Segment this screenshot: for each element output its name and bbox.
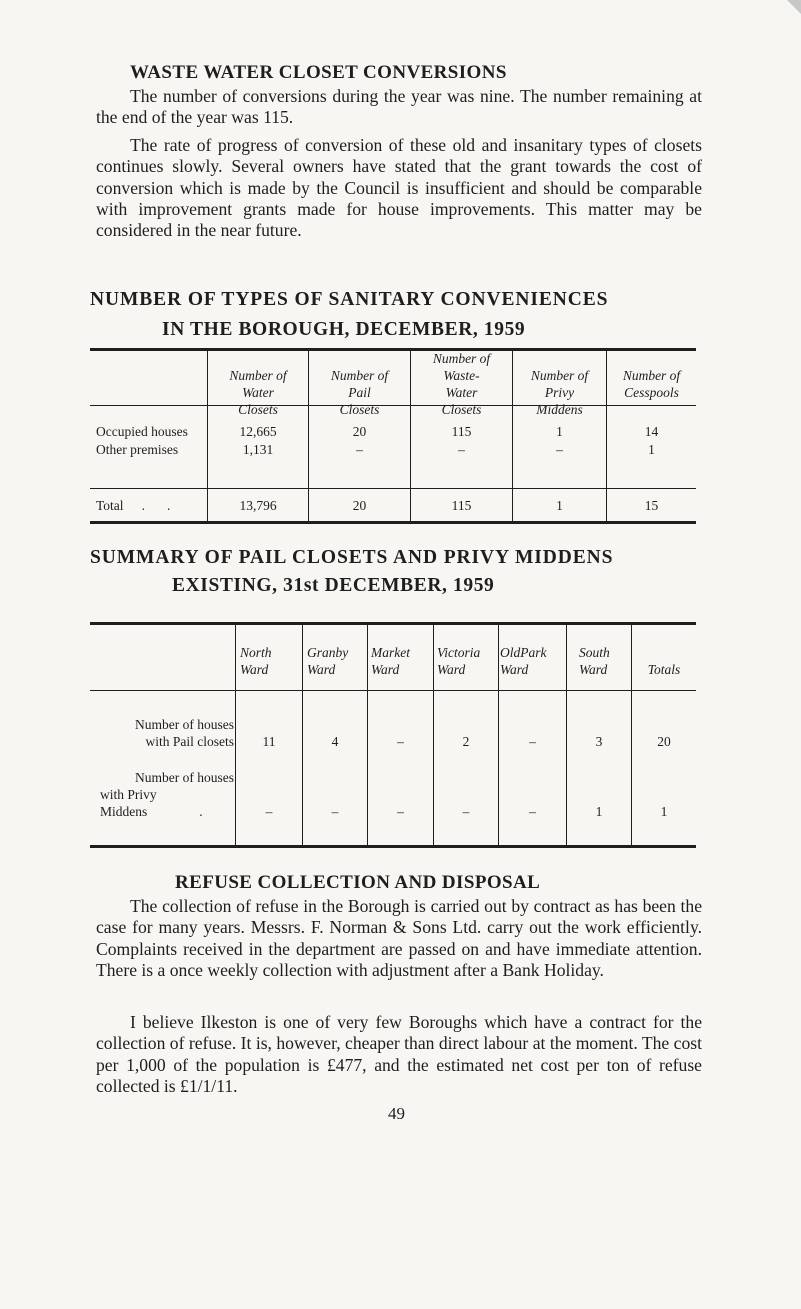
table2-row-label-pail-closets: Number of houses with Pail closets [135, 717, 234, 749]
table2-heading-line1: SUMMARY OF PAIL CLOSETS AND PRIVY MIDDENS [90, 547, 614, 568]
section-heading-refuse: REFUSE COLLECTION AND DISPOSAL [175, 872, 541, 893]
table1-heading-line1: NUMBER OF TYPES OF SANITARY CONVENIENCES [90, 289, 609, 310]
table1-cell: 12,665 [239, 424, 277, 439]
table2-cell: 1 [660, 804, 668, 819]
table1-cell: 115 [451, 424, 472, 439]
paragraph-progress: The rate of progress of conversion of these old and insanitary types of closets continues slowly. Several owners have stated that the grant towards the cost of conversion which is made by the Council is insufficient and should be comparable with improvement grants made for house improvements. This matter may be considered in the near future. [96, 135, 702, 241]
table2-col-header-granby-ward: Granby Ward [307, 645, 349, 677]
table1-cell: 20 [352, 424, 367, 439]
table2-cell: – [265, 804, 273, 819]
table1-total-cell: 13,796 [239, 498, 277, 513]
table1-col-header-cesspools: Number of Cesspools [622, 368, 681, 400]
table1-col-header-water-closets: Number of Water Closets [229, 368, 287, 417]
table2-cell: 4 [331, 734, 339, 749]
table2-row-label-privy-middens: Number of houses with Privy Middens . [100, 770, 234, 819]
table1-col-header-pail-closets: Number of Pail Closets [330, 368, 389, 417]
table1-total-cell: 20 [352, 498, 367, 513]
table1-cell: 1 [556, 424, 563, 439]
table1-heading-line2: IN THE BOROUGH, DECEMBER, 1959 [162, 319, 526, 340]
table1-row-label-total: Total . . [96, 498, 171, 513]
table1-cell: – [556, 442, 563, 457]
table2-header-rule [90, 690, 696, 691]
table2-cell: – [397, 804, 404, 819]
table1-row-label-other-premises: Other premises [96, 442, 179, 457]
table2-cell: 3 [595, 734, 603, 749]
table2-col-header-south-ward: South Ward [579, 645, 610, 677]
table2-cell: – [331, 804, 339, 819]
table2-col-header-market-ward: Market Ward [371, 645, 410, 677]
table1-cell: – [356, 442, 363, 457]
table2-col-header-oldpark-ward: OldPark Ward [500, 645, 547, 677]
table1-total-cell: 15 [644, 498, 659, 513]
table1-cell: 1,131 [242, 442, 274, 457]
table1-total-cell: 115 [451, 498, 472, 513]
table2-cell: – [462, 804, 470, 819]
table2-col-header-north-ward: North Ward [240, 645, 272, 677]
table1-row-label-occupied-houses: Occupied houses [96, 424, 188, 439]
table2-cell: – [529, 734, 536, 749]
section-heading-waste-water: WASTE WATER CLOSET CONVERSIONS [130, 62, 507, 83]
paragraph-refuse-cost: I believe Ilkeston is one of very few Boroughs which have a contract for the collection of refuse. It is, however, cheaper than direct labour at the moment. The cost per 1,000 of the population is £477, and the estimated net cost per ton of refuse collected is £1/1/11. [96, 1012, 702, 1096]
table1-col-header-waste-water-closets: Number of Waste- Water Closets [432, 351, 491, 417]
page-number: 49 [388, 1104, 405, 1123]
table2-col-header-totals: Totals [647, 662, 681, 677]
page-corner-fold [787, 0, 801, 14]
table2-cell: 1 [595, 804, 603, 819]
table1-total-cell: 1 [556, 498, 563, 513]
table2-heading-line2: EXISTING, 31st DECEMBER, 1959 [172, 575, 495, 596]
table1-cell: – [458, 442, 465, 457]
table2-cell: 2 [462, 734, 470, 749]
table1-col-header-privy-middens: Number of Privy Middens [530, 368, 589, 417]
table2-cell: 20 [657, 734, 671, 749]
table2-col-header-victoria-ward: Victoria Ward [437, 645, 481, 677]
table2-cell: 11 [262, 734, 276, 749]
table2-top-rule [90, 622, 696, 625]
table1-cell: 14 [644, 424, 659, 439]
table2-cell: – [529, 804, 536, 819]
paragraph-refuse-collection: The collection of refuse in the Borough is carried out by contract as has been the case for many years. Messrs. F. Norman & Sons Ltd. carry out the work efficiently. Complaints received in the department are passed on and have immediate attention. There is a once weekly collection with adjustment after a Bank Holiday. [96, 896, 702, 980]
table2-cell: – [397, 734, 404, 749]
table2-bottom-rule [90, 845, 696, 848]
table1-cell: 1 [648, 442, 655, 457]
table1-bottom-rule [90, 521, 696, 524]
paragraph-conversions: The number of conversions during the year was nine. The number remaining at the end of the year was 115. [96, 86, 702, 128]
